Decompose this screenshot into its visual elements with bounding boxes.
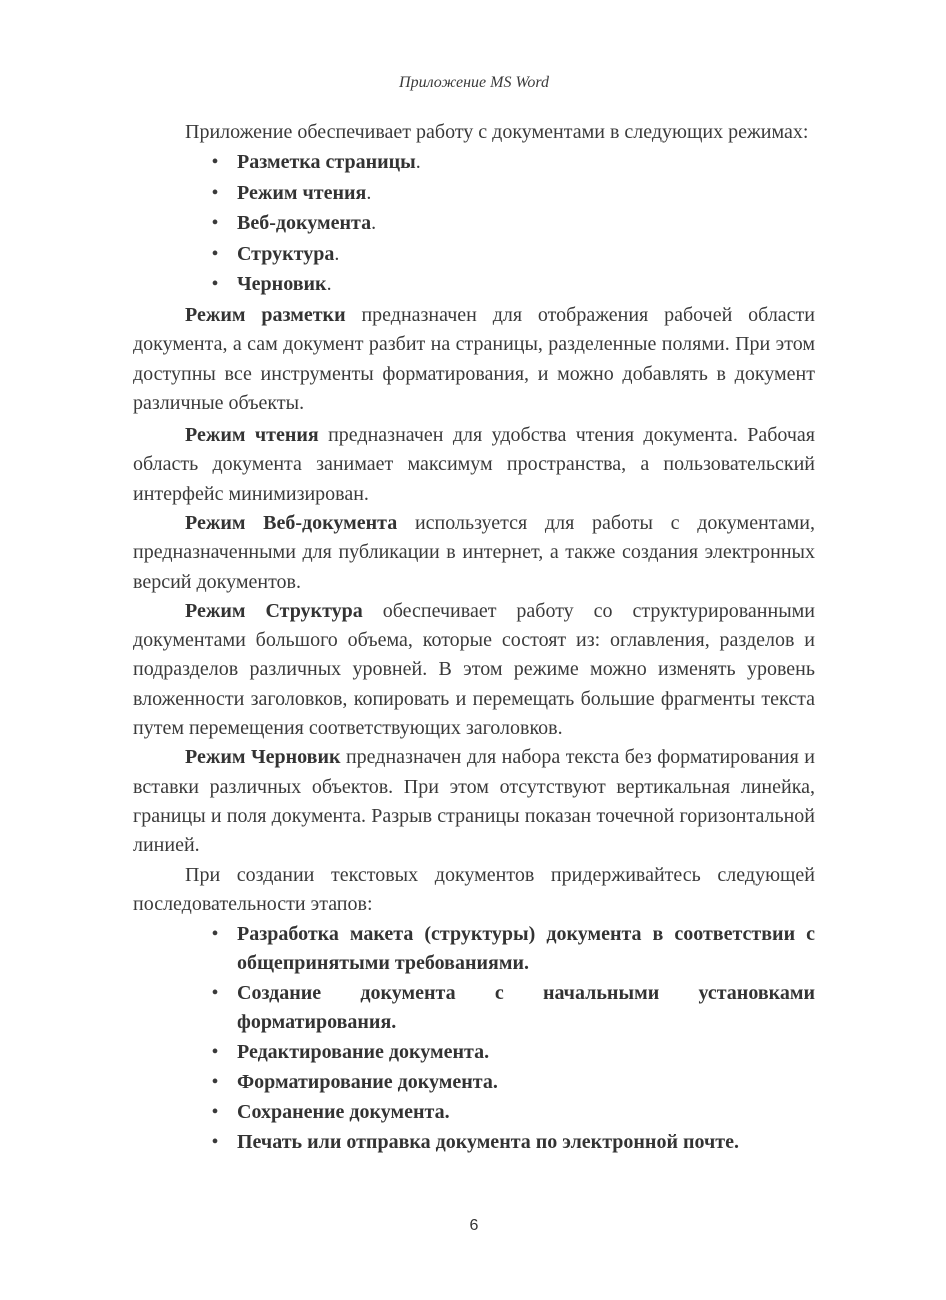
- mode-label: Структура: [237, 242, 335, 265]
- bullet-icon: •: [211, 242, 219, 265]
- steps-intro-paragraph: При создании текстовых документов придерживайтесь следующей последовательности этапов:: [133, 863, 815, 915]
- page-number: 6: [469, 1217, 479, 1234]
- term: Режим Веб-документа: [185, 511, 398, 534]
- step-item: • Разработка макета (структуры) документа в соответствии с общепринятыми требованиями.: [237, 920, 815, 979]
- bullet-icon: •: [211, 1130, 219, 1153]
- mode-item-reading: • Режим чтения.: [237, 179, 815, 208]
- bullet-icon: •: [211, 1071, 219, 1093]
- mode-label: Черновик: [237, 273, 327, 296]
- bullet-icon: •: [211, 151, 219, 174]
- mode-item-outline: • Структура.: [237, 240, 815, 269]
- bullet-icon: •: [211, 1100, 219, 1123]
- mode-item-layout: • Разметка страницы.: [237, 148, 815, 177]
- step-item: • Редактирование документа.: [237, 1038, 815, 1067]
- steps-list: [133, 920, 815, 1157]
- paragraph-reading-mode: Режим чтения предназначен для удобства чтения документа. Рабочая область документа занимает максимум пространства, а пользовательский интерфейс минимизирован.: [133, 424, 816, 505]
- step-item: • Форматирование документа.: [237, 1068, 815, 1097]
- mode-item-web: • Веб-документа.: [237, 209, 815, 238]
- mode-label: Веб-документа: [237, 212, 372, 235]
- bullet-icon: •: [211, 1041, 219, 1064]
- step-item: • Создание документа с начальными установками форматирования.: [237, 979, 815, 1038]
- paragraph-web-mode: Режим Веб-документа используется для работы с документами, предназначенными для публикации в интернет, а также создания электронных версий документов.: [133, 511, 816, 593]
- paragraph-outline-mode: Режим Структура обеспечивает работу со структурированными документами большого объема, которые состоят из: оглавления, разделов и подразделов различных уровней. В этом режиме можно изменять уровень вложенности заголовков, копировать и перемещать большие фрагменты текста путем перемещения соответствующих заголовков.: [133, 599, 815, 740]
- term: Режим Черновик: [185, 746, 341, 769]
- paragraph-draft-mode: Режим Черновик предназначен для набора текста без форматирования и вставки различных объектов. При этом отсутствуют вертикальная линейка, границы и поля документа. Разрыв страницы показан точечной горизонтальной линией.: [133, 746, 815, 857]
- bullet-icon: •: [211, 212, 219, 235]
- intro-paragraph: Приложение обеспечивает работу с документами в следующих режимах:: [185, 121, 809, 143]
- step-item: • Сохранение документа.: [237, 1098, 815, 1127]
- bullet-icon: •: [211, 981, 219, 1004]
- term: Режим разметки: [185, 303, 346, 326]
- mode-label: Режим чтения: [237, 181, 367, 204]
- modes-list: [133, 148, 815, 299]
- step-item: • Печать или отправка документа по электронной почте.: [237, 1128, 815, 1157]
- bullet-icon: •: [211, 273, 219, 296]
- term: Режим чтения: [185, 424, 319, 447]
- bullet-icon: •: [211, 922, 219, 945]
- paragraph-layout-mode: Режим разметки предназначен для отображения рабочей области документа, а сам документ разбит на страницы, разделенные полями. При этом доступны все инструменты форматирования, и можно добавлять в документ различные объекты.: [133, 303, 815, 414]
- mode-label: Разметка страницы: [237, 151, 416, 174]
- body-text: [133, 118, 815, 1158]
- mode-item-draft: • Черновик.: [237, 270, 815, 299]
- running-header: Приложение MS Word: [399, 74, 549, 91]
- bullet-icon: •: [211, 181, 219, 204]
- term: Режим Структура: [185, 599, 363, 622]
